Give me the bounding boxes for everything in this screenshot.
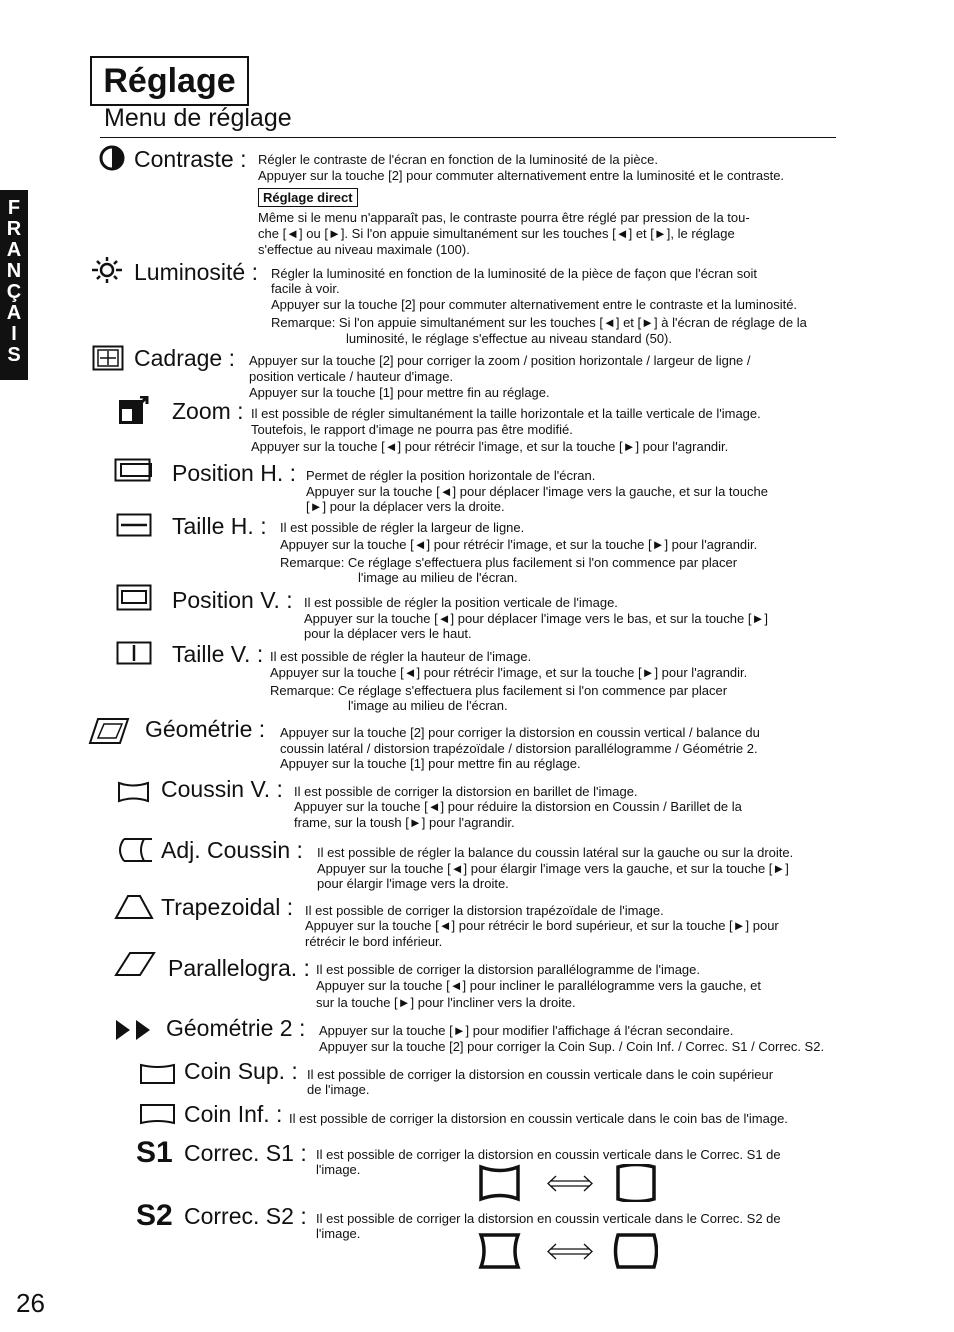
contraste-line: Régler le contraste de l'écran en fonction de la luminosité de la pièce. (258, 152, 658, 167)
trapezoidal-heading: Trapezoidal : (161, 894, 294, 920)
side-tab-letter: A (6, 302, 22, 324)
geometrie-line: Appuyer sur la touche [1] pour mettre fin au réglage. (280, 756, 581, 771)
coin-inf-heading: Coin Inf. : (184, 1101, 283, 1127)
contraste-heading: Contraste : (134, 146, 247, 172)
taille-v-heading: Taille V. : (172, 641, 264, 667)
coin-inf-icon (138, 1102, 178, 1128)
side-tab-letter: A (6, 239, 22, 261)
correc-s2-line: l'image. (316, 1226, 361, 1241)
taille-v-line: Il est possible de régler la hauteur de l'image. (270, 649, 532, 664)
taille-v-line: l'image au milieu de l'écran. (348, 698, 508, 713)
adj-coussin-line: pour élargir l'image vers la droite. (317, 876, 509, 891)
geometrie-line: coussin latéral / distorsion trapézoïdale / distorsion parallélogramme / Géométrie 2. (280, 741, 758, 756)
luminosite-line: Remarque: Si l'on appuie simultanément sur les touches [◄] et [►] à l'écran de réglage de la (271, 315, 807, 330)
luminosite-line: Régler la luminosité en fonction de la luminosité de la pièce de façon que l'écran soit (271, 266, 757, 281)
correc-s2-heading: Correc. S2 : (184, 1203, 307, 1229)
parallelogra-heading: Parallelogra. : (168, 955, 310, 981)
position-v-icon (116, 584, 152, 612)
position-v-line: Il est possible de régler la position verticale de l'image. (304, 595, 618, 610)
taille-v-line: Remarque: Ce réglage s'effectuera plus facilement si l'on commence par placer (270, 683, 728, 698)
position-h-line: Appuyer sur la touche [◄] pour déplacer l'image vers la gauche, et sur la touche (306, 484, 768, 499)
taille-h-line: l'image au milieu de l'écran. (358, 570, 518, 585)
direct-line: Même si le menu n'apparaît pas, le contraste pourra être réglé par pression de la tou- (258, 210, 750, 225)
position-h-icon (114, 458, 156, 482)
adj-coussin-icon (114, 836, 154, 864)
correc-s2-line: Il est possible de corriger la distorsion en coussin verticale dans le Correc. S2 de (316, 1211, 781, 1226)
reglage-direct-badge: Réglage direct (258, 188, 358, 207)
contrast-icon (98, 144, 126, 172)
geometrie2-heading: Géométrie 2 : (166, 1015, 306, 1041)
page-number: 26 (16, 1288, 45, 1318)
parallelogra-line: Il est possible de corriger la distorsion parallélogramme de l'image. (316, 962, 700, 977)
side-tab-letter: F (7, 197, 21, 219)
s2-badge: S2 (136, 1199, 173, 1232)
luminosite-line: luminosité, le réglage s'effectue au niveau standard (50). (346, 331, 672, 346)
taille-h-line: Remarque: Ce réglage s'effectuera plus facilement si l'on commence par placer (280, 555, 738, 570)
parallelogram-icon (114, 950, 156, 978)
trapezoidal-line: Appuyer sur la touche [◄] pour rétrécir le bord supérieur, et sur la touche [►] pour (305, 918, 779, 933)
coussin-v-heading: Coussin V. : (161, 776, 283, 802)
zoom-line: Il est possible de régler simultanément la taille horizontale et la taille verticale de l'image. (251, 406, 761, 421)
zoom-icon (118, 396, 150, 426)
coin-inf-line: Il est possible de corriger la distorsion en coussin verticale dans le coin bas de l'image. (289, 1111, 788, 1126)
position-h-line: [►] pour la déplacer vers la droite. (306, 499, 505, 514)
brightness-icon (90, 256, 124, 284)
position-v-line: pour la déplacer vers le haut. (304, 626, 472, 641)
page-title: Réglage (90, 56, 249, 106)
cadrage-icon (92, 345, 124, 371)
zoom-heading: Zoom : (172, 398, 244, 424)
s1-distortion-diagram (478, 1164, 658, 1202)
luminosite-line: facile à voir. (271, 281, 340, 296)
taille-h-line: Il est possible de régler la largeur de ligne. (280, 520, 525, 535)
geometrie2-line: Appuyer sur la touche [►] pour modifier l'affichage á l'écran secondaire. (319, 1023, 734, 1038)
taille-v-icon (116, 641, 152, 665)
position-v-heading: Position V. : (172, 587, 293, 613)
zoom-line: Appuyer sur la touche [◄] pour rétrécir l'image, et sur la touche [►] pour l'agrandir. (251, 439, 729, 454)
zoom-line: Toutefois, le rapport d'image ne pourra pas être modifié. (251, 422, 573, 437)
s1-badge: S1 (136, 1136, 173, 1169)
geometrie-line: Appuyer sur la touche [2] pour corriger la distorsion en coussin vertical / balance du (280, 725, 760, 740)
position-v-line: Appuyer sur la touche [◄] pour déplacer l'image vers le bas, et sur la touche [►] (304, 611, 768, 626)
side-tab-letter: R (6, 218, 22, 240)
trapezoidal-line: Il est possible de corriger la distorsion trapézoïdale de l'image. (305, 903, 664, 918)
direct-line: che [◄] ou [►]. Si l'on appuie simultanément sur les touches [◄] et [►], le réglage (258, 226, 735, 241)
taille-h-heading: Taille H. : (172, 513, 267, 539)
position-h-heading: Position H. : (172, 460, 296, 486)
side-tab-letter: S (7, 344, 21, 366)
geometrie-heading: Géométrie : (145, 716, 266, 742)
coussin-v-icon (116, 780, 152, 804)
luminosite-line: Appuyer sur la touche [2] pour commuter alternativement entre le contraste et la luminosité. (271, 297, 798, 312)
geometrie-icon (88, 716, 132, 746)
coin-sup-heading: Coin Sup. : (184, 1058, 298, 1084)
taille-h-line: Appuyer sur la touche [◄] pour rétrécir l'image, et sur la touche [►] pour l'agrandir. (280, 537, 758, 552)
page-subtitle: Menu de réglage (104, 104, 292, 132)
header-divider (100, 137, 836, 138)
side-tab-letter: I (11, 323, 17, 345)
double-play-icon (114, 1018, 162, 1042)
trapezoidal-line: rétrécir le bord inférieur. (305, 934, 443, 949)
trapezoidal-icon (114, 893, 154, 921)
language-side-tab (0, 190, 28, 380)
adj-coussin-heading: Adj. Coussin : (161, 837, 303, 863)
correc-s1-line: l'image. (316, 1162, 361, 1177)
geometrie2-line: Appuyer sur la touche [2] pour corriger la Coin Sup. / Coin Inf. / Correc. S1 / Correc. S2. (319, 1039, 825, 1054)
coin-sup-icon (138, 1060, 178, 1086)
side-tab-letter: N (6, 260, 22, 282)
s2-distortion-diagram (478, 1232, 658, 1270)
position-h-line: Permet de régler la position horizontale de l'écran. (306, 468, 596, 483)
cadrage-heading: Cadrage : (134, 345, 236, 371)
coin-sup-line: de l'image. (307, 1082, 370, 1097)
parallelogra-line: Appuyer sur la touche [◄] pour incliner le parallélogramme vers la gauche, et (316, 978, 761, 993)
direct-line: s'effectue au niveau maximale (100). (258, 242, 470, 257)
cadrage-line: position verticale / hauteur d'image. (249, 369, 454, 384)
coin-sup-line: Il est possible de corriger la distorsion en coussin verticale dans le coin supérieur (307, 1067, 774, 1082)
taille-v-line: Appuyer sur la touche [◄] pour rétrécir l'image, et sur la touche [►] pour l'agrandir. (270, 665, 748, 680)
adj-coussin-line: Appuyer sur la touche [◄] pour élargir l'image vers la gauche, et sur la touche [►] (317, 861, 789, 876)
adj-coussin-line: Il est possible de régler la balance du coussin latéral sur la gauche ou sur la droite. (317, 845, 794, 860)
coussin-v-line: frame, sur la toush [►] pour l'agrandir. (294, 815, 515, 830)
correc-s1-line: Il est possible de corriger la distorsion en coussin verticale dans le Correc. S1 de (316, 1147, 781, 1162)
correc-s1-heading: Correc. S1 : (184, 1140, 307, 1166)
cadrage-line: Appuyer sur la touche [1] pour mettre fin au réglage. (249, 385, 550, 400)
luminosite-heading: Luminosité : (134, 259, 259, 285)
coussin-v-line: Il est possible de corriger la distorsion en barillet de l'image. (294, 784, 638, 799)
cadrage-line: Appuyer sur la touche [2] pour corriger la zoom / position horizontale / largeur de ligne / (249, 353, 751, 368)
side-tab-letter: Ç (6, 281, 22, 303)
coussin-v-line: Appuyer sur la touche [◄] pour réduire la distorsion en Coussin / Barillet de la (294, 799, 742, 814)
taille-h-icon (116, 513, 152, 537)
parallelogra-line: sur la touche [►] pour l'incliner vers la droite. (316, 995, 576, 1010)
contraste-line: Appuyer sur la touche [2] pour commuter alternativement entre la luminosité et le contraste. (258, 168, 785, 183)
